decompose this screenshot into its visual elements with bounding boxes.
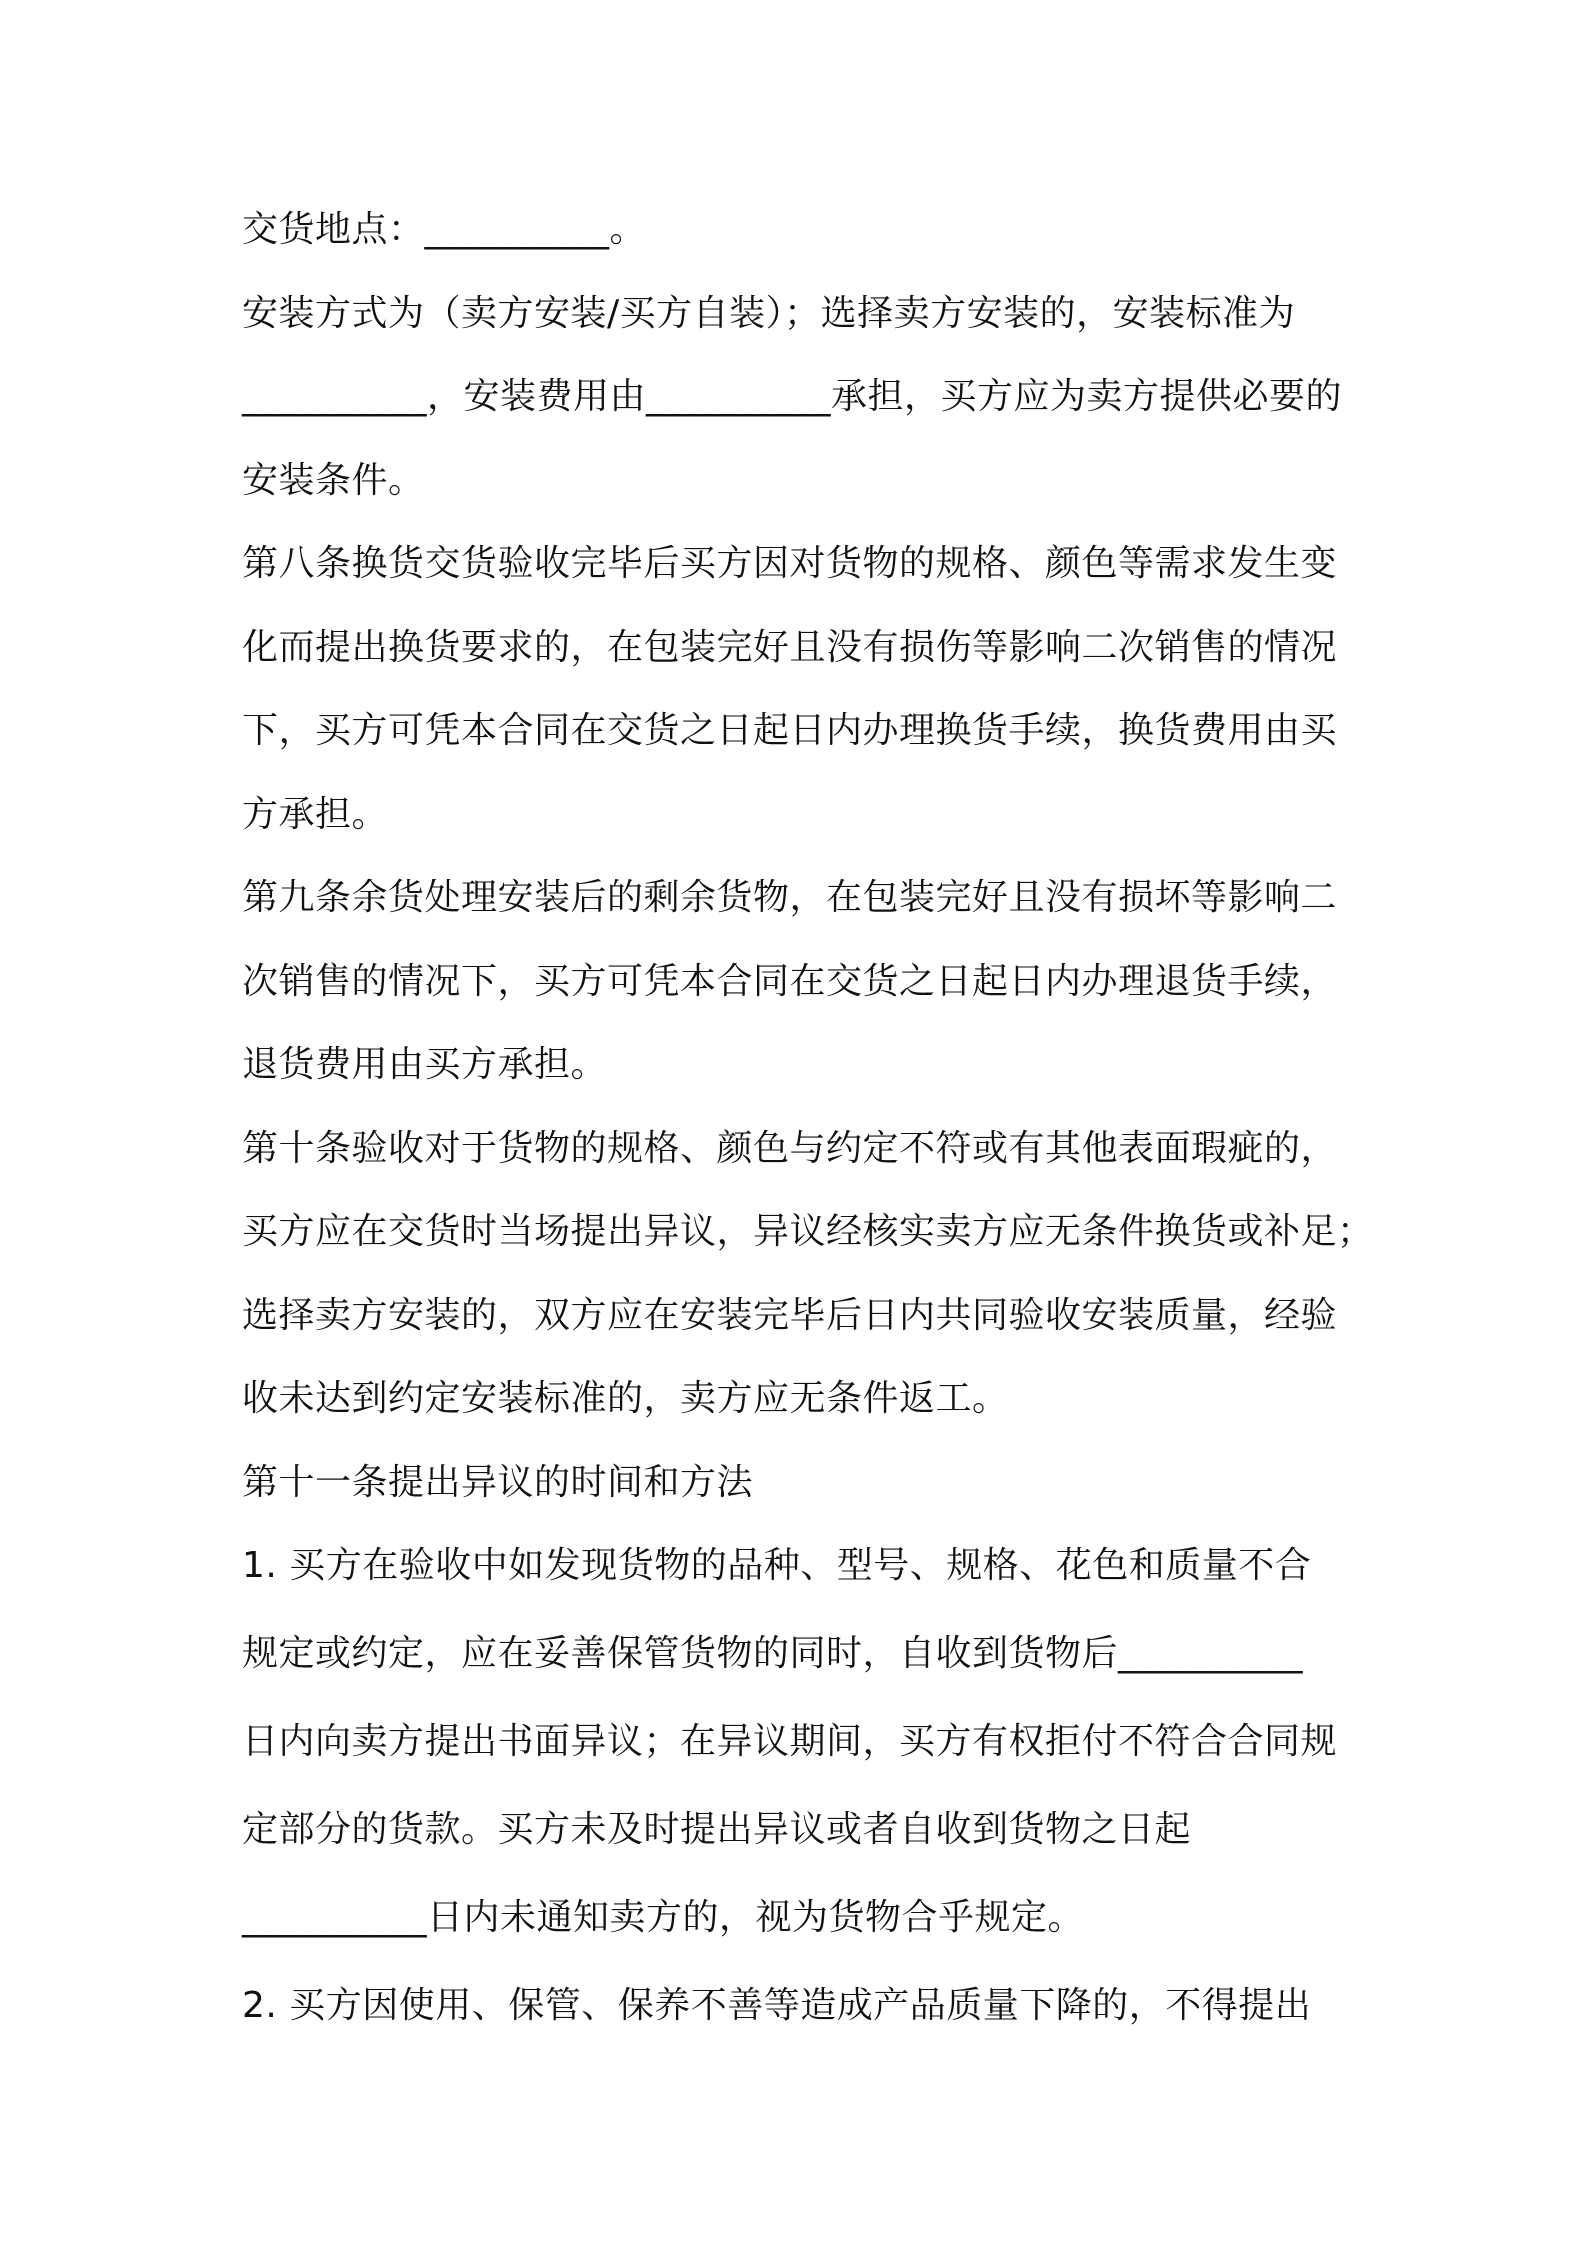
text-line: 规定或约定，应在妥善保管货物的同时，自收到货物后__________ (242, 1633, 1304, 1674)
text-line: 第九条余货处理安装后的剩余货物，在包装完好且没有损坏等影响二 (242, 877, 1338, 918)
text-line: 交货地点：__________。 (242, 209, 647, 250)
text-line: 选择卖方安装的，双方应在安装完毕后日内共同验收安装质量，经验 (242, 1294, 1338, 1336)
text-line: __________日内未通知卖方的，视为货物合乎规定。 (242, 1897, 1085, 1938)
section-heading: 第十一条提出异议的时间和方法 (242, 1461, 754, 1503)
text-line: 安装条件。 (242, 459, 425, 501)
text-line: 下，买方可凭本合同在交货之日起日内办理换货手续，换货费用由买 (242, 710, 1338, 751)
text-line: 收未达到约定安装标准的，卖方应无条件返工。 (242, 1378, 1009, 1419)
text-line: 第十条验收对于货物的规格、颜色与约定不符或有其他表面瑕疵的， (242, 1127, 1338, 1169)
text-line: 第八条换货交货验收完毕后买方因对货物的规格、颜色等需求发生变 (242, 543, 1338, 584)
text-line: 化而提出换货要求的，在包装完好且没有损伤等影响二次销售的情况 (242, 626, 1338, 668)
text-line: 次销售的情况下，买方可凭本合同在交货之日起日内办理退货手续， (242, 960, 1338, 1002)
text-line: 日内向卖方提出书面异议；在异议期间，买方有权拒付不符合合同规 (242, 1721, 1338, 1762)
text-line: 方承担。 (242, 793, 389, 835)
text-line: 退货费用由买方承担。 (242, 1044, 608, 1085)
text-line: 定部分的货款。买方未及时提出异议或者自收到货物之日起 (242, 1809, 1192, 1850)
text-line: 买方应在交货时当场提出异议，异议经核实卖方应无条件换货或补足； (242, 1211, 1374, 1252)
document-body (242, 195, 1372, 2059)
text-line: __________，安装费用由__________承担，买方应为卖方提供必要的 (242, 376, 1343, 417)
list-item-1-line: 1. 买方在验收中如发现货物的品种、型号、规格、花色和质量不合 (242, 1545, 1312, 1586)
text-line: 安装方式为（卖方安装/买方自装）；选择卖方安装的，安装标准为 (242, 292, 1296, 334)
list-item-2-line: 2. 买方因使用、保管、保养不善等造成产品质量下降的，不得提出 (242, 1985, 1312, 2026)
